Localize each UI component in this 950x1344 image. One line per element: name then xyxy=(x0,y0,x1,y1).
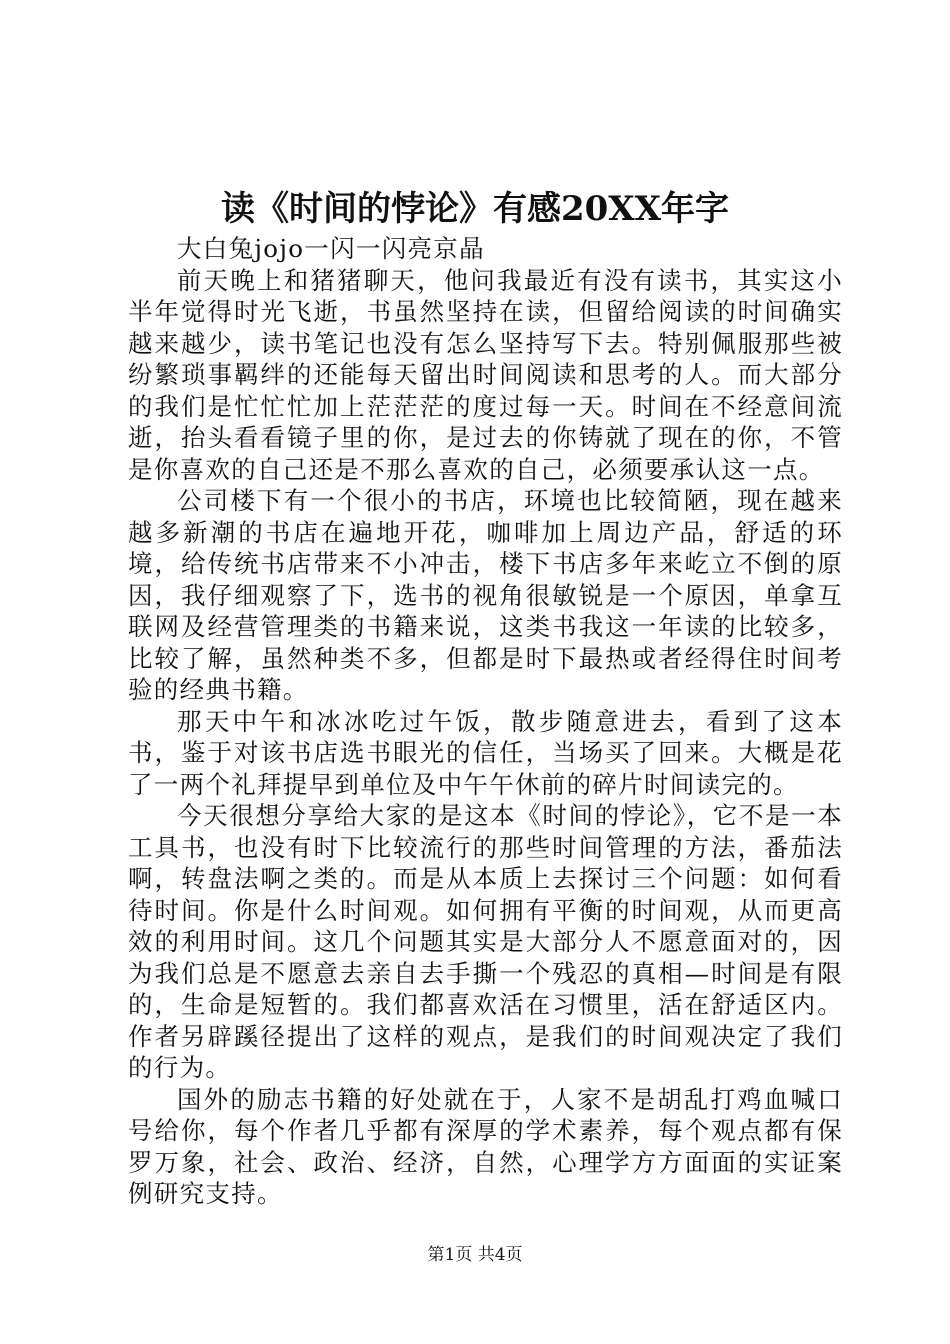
document-body xyxy=(128,233,843,1210)
paragraph: 那天中午和冰冰吃过午饭，散步随意进去，看到了这本书，鉴于对该书店选书眼光的信任，当场买了回来。大概是花了一两个礼拜提早到单位及中午午休前的碎片时间读完的。 xyxy=(128,706,843,799)
document-title: 读《时间的悖论》有感20XX年字 xyxy=(220,189,730,229)
page-number-footer: 第1页 共4页 xyxy=(427,1245,523,1265)
paragraph: 前天晚上和猪猪聊天，他问我最近有没有读书，其实这小半年觉得时光飞逝，书虽然坚持在读，但留给阅读的时间确实越来越少，读书笔记也没有怎么坚持写下去。特别佩服那些被纷繁琐事羁绊的还能每天留出时间阅读和思考的人。而大部分的我们是忙忙忙加上茫茫茫的度过每一天。时间在不经意间流逝，抬头看看镜子里的你，是过去的你铸就了现在的你，不管是你喜欢的自己还是不那么喜欢的自己，必须要承认这一点。 xyxy=(128,265,843,484)
paragraph: 国外的励志书籍的好处就在于，人家不是胡乱打鸡血喊口号给你，每个作者几乎都有深厚的学术素养，每个观点都有保罗万象，社会、政治、经济，自然，心理学方方面面的实证案例研究支持。 xyxy=(128,1084,843,1208)
paragraph: 公司楼下有一个很小的书店，环境也比较简陋，现在越来越多新潮的书店在遍地开花，咖啡加上周边产品，舒适的环境，给传统书店带来不小冲击，楼下书店多年来屹立不倒的原因，我仔细观察了下，选书的视角很敏锐是一个原因，单拿互联网及经营管理类的书籍来说，这类书我这一年读的比较多，比较了解，虽然种类不多，但都是时下最热或者经得住时间考验的经典书籍。 xyxy=(128,486,843,704)
author-line: 大白兔jojo一闪一闪亮京晶 xyxy=(177,234,485,263)
paragraph: 今天很想分享给大家的是这本《时间的悖论》，它不是一本工具书，也没有时下比较流行的那些时间管理的方法，番茄法啊，转盘法啊之类的。而是从本质上去探讨三个问题：如何看待时间。你是什么时间观。如何拥有平衡的时间观，从而更高效的利用时间。这几个问题其实是大部分人不愿意面对的，因为我们总是不愿意去亲自去手撕一个残忍的真相—时间是有限的，生命是短暂的。我们都喜欢活在习惯里，活在舒适区内。作者另辟蹊径提出了这样的观点，是我们的时间观决定了我们的行为。 xyxy=(128,801,843,1082)
